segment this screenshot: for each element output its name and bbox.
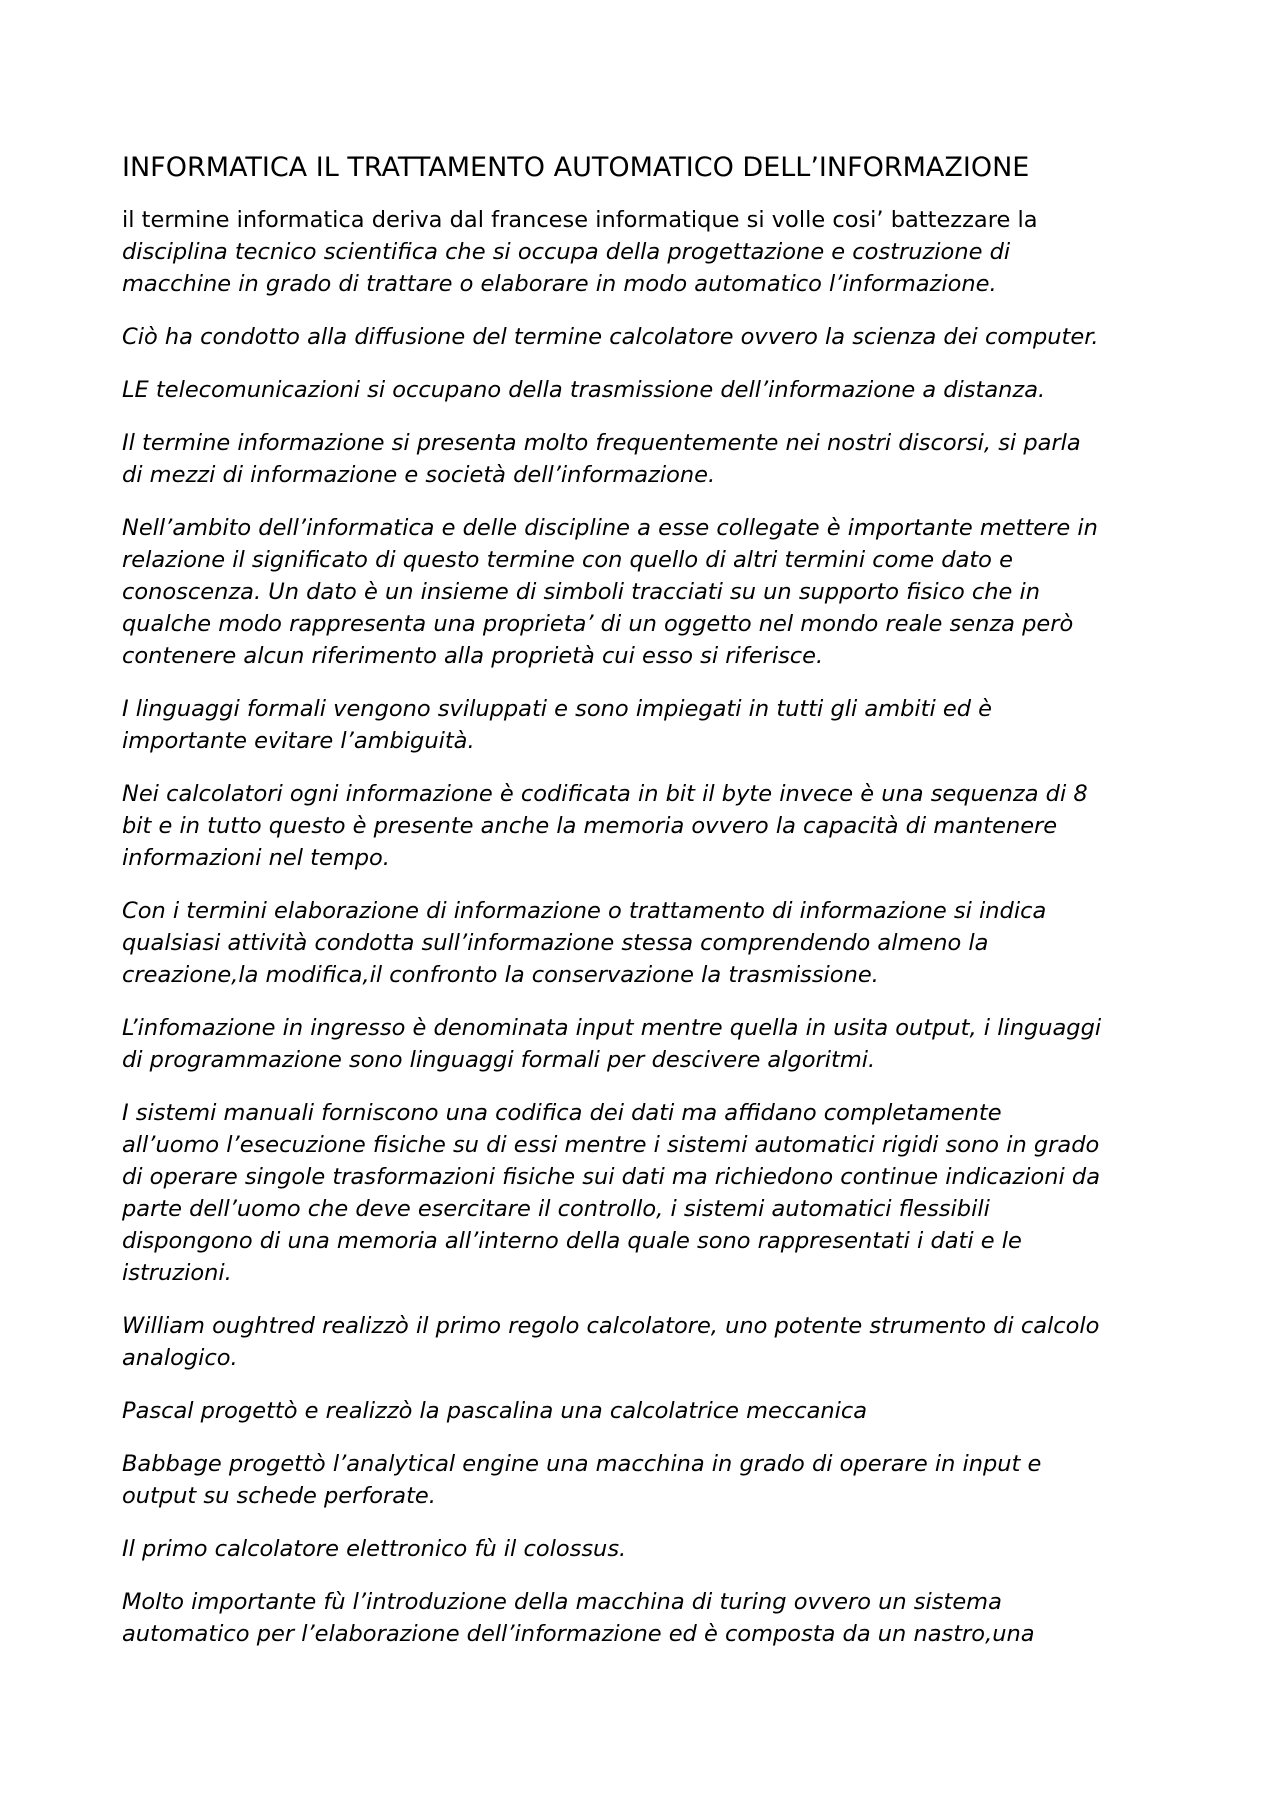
paragraph [122,321,1172,353]
paragraph [122,1012,1172,1076]
paragraph [122,1586,1172,1650]
paragraph-line: Babbage progettò l’analytical engine una macchina in grado di operare in input e [122,1451,1042,1477]
paragraph-line: creazione,la modifica,il confronto la conservazione la trasmissione. [122,962,879,988]
paragraph-line: istruzioni. [122,1260,232,1286]
document-title: INFORMATICA IL TRATTAMENTO AUTOMATICO DELL’INFORMAZIONE [122,152,1030,183]
paragraph-line: all’uomo l’esecuzione fisiche su di essi mentre i sistemi automatici rigidi sono in grado [122,1132,1100,1158]
paragraph-line: di programmazione sono linguaggi formali per descivere algoritmi. [122,1047,876,1073]
paragraph-line: Ciò ha condotto alla diffusione del termine calcolatore ovvero la scienza dei computer. [122,324,1099,350]
paragraph-line: Il termine informazione si presenta molto frequentemente nei nostri discorsi, si parla [122,430,1081,456]
paragraph-line: qualche modo rappresenta una proprieta’ di un oggetto nel mondo reale senza però [122,611,1074,637]
paragraph-line: I linguaggi formali vengono sviluppati e sono impiegati in tutti gli ambiti ed è [122,696,992,722]
paragraph [122,204,1172,300]
paragraph-line: contenere alcun riferimento alla proprietà cui esso si riferisce. [122,643,824,669]
paragraph-line: Con i termini elaborazione di informazione o trattamento di informazione si indica [122,898,1047,924]
paragraph-line: relazione il significato di questo termine con quello di altri termini come dato e [122,547,1013,573]
paragraph-line: informazioni nel tempo. [122,845,390,871]
paragraph-line: macchine in grado di trattare o elaborare in modo automatico l’informazione. [122,271,997,297]
paragraph-line: L’infomazione in ingresso è denominata input mentre quella in usita output, i linguaggi [122,1015,1102,1041]
paragraph-line: di mezzi di informazione e società dell’informazione. [122,462,716,488]
paragraph-line: il termine informatica deriva dal francese informatique si volle cosi’ battezzare la [122,207,1038,233]
paragraph-line: bit e in tutto questo è presente anche la memoria ovvero la capacità di mantenere [122,813,1058,839]
paragraph-line: automatico per l’elaborazione dell’informazione ed è composta da un nastro,una [122,1621,1035,1647]
paragraph-line: importante evitare l’ambiguità. [122,728,475,754]
document-body [122,150,1172,1671]
paragraph [122,1310,1172,1374]
paragraph [122,427,1172,491]
paragraph-line: Il primo calcolatore elettronico fù il colossus. [122,1536,627,1562]
paragraph-line: analogico. [122,1345,238,1371]
paragraph-line: Nell’ambito dell’informatica e delle discipline a esse collegate è importante mettere in [122,515,1098,541]
paragraph [122,512,1172,672]
paragraph-line: I sistemi manuali forniscono una codifica dei dati ma affidano completamente [122,1100,1002,1126]
paragraph [122,1395,1172,1427]
paragraph-line: LE telecomunicazioni si occupano della trasmissione dell’informazione a distanza. [122,377,1046,403]
paragraph-line: Pascal progettò e realizzò la pascalina una calcolatrice meccanica [122,1398,868,1424]
paragraph-line: Molto importante fù l’introduzione della macchina di turing ovvero un sistema [122,1589,1002,1615]
paragraph-line: Nei calcolatori ogni informazione è codificata in bit il byte invece è una sequenza di 8 [122,781,1088,807]
paragraph-line: parte dell’uomo che deve esercitare il controllo, i sistemi automatici flessibili [122,1196,990,1222]
paragraph-line: dispongono di una memoria all’interno della quale sono rappresentati i dati e le [122,1228,1022,1254]
paragraph [122,1533,1172,1565]
paragraph-line: conoscenza. Un dato è un insieme di simboli tracciati su un supporto fisico che in [122,579,1041,605]
paragraph [122,374,1172,406]
paragraph [122,1097,1172,1289]
paragraph-line: William oughtred realizzò il primo regolo calcolatore, uno potente strumento di calcolo [122,1313,1100,1339]
paragraph-line: disciplina tecnico scientifica che si occupa della progettazione e costruzione di [122,239,1011,265]
paragraph [122,1448,1172,1512]
paragraph-line: output su schede perforate. [122,1483,436,1509]
paragraph-line: qualsiasi attività condotta sull’informazione stessa comprendendo almeno la [122,930,989,956]
paragraph [122,693,1172,757]
paragraph [122,895,1172,991]
paragraph-line: di operare singole trasformazioni fisiche sui dati ma richiedono continue indicazioni da [122,1164,1100,1190]
paragraph [122,778,1172,874]
